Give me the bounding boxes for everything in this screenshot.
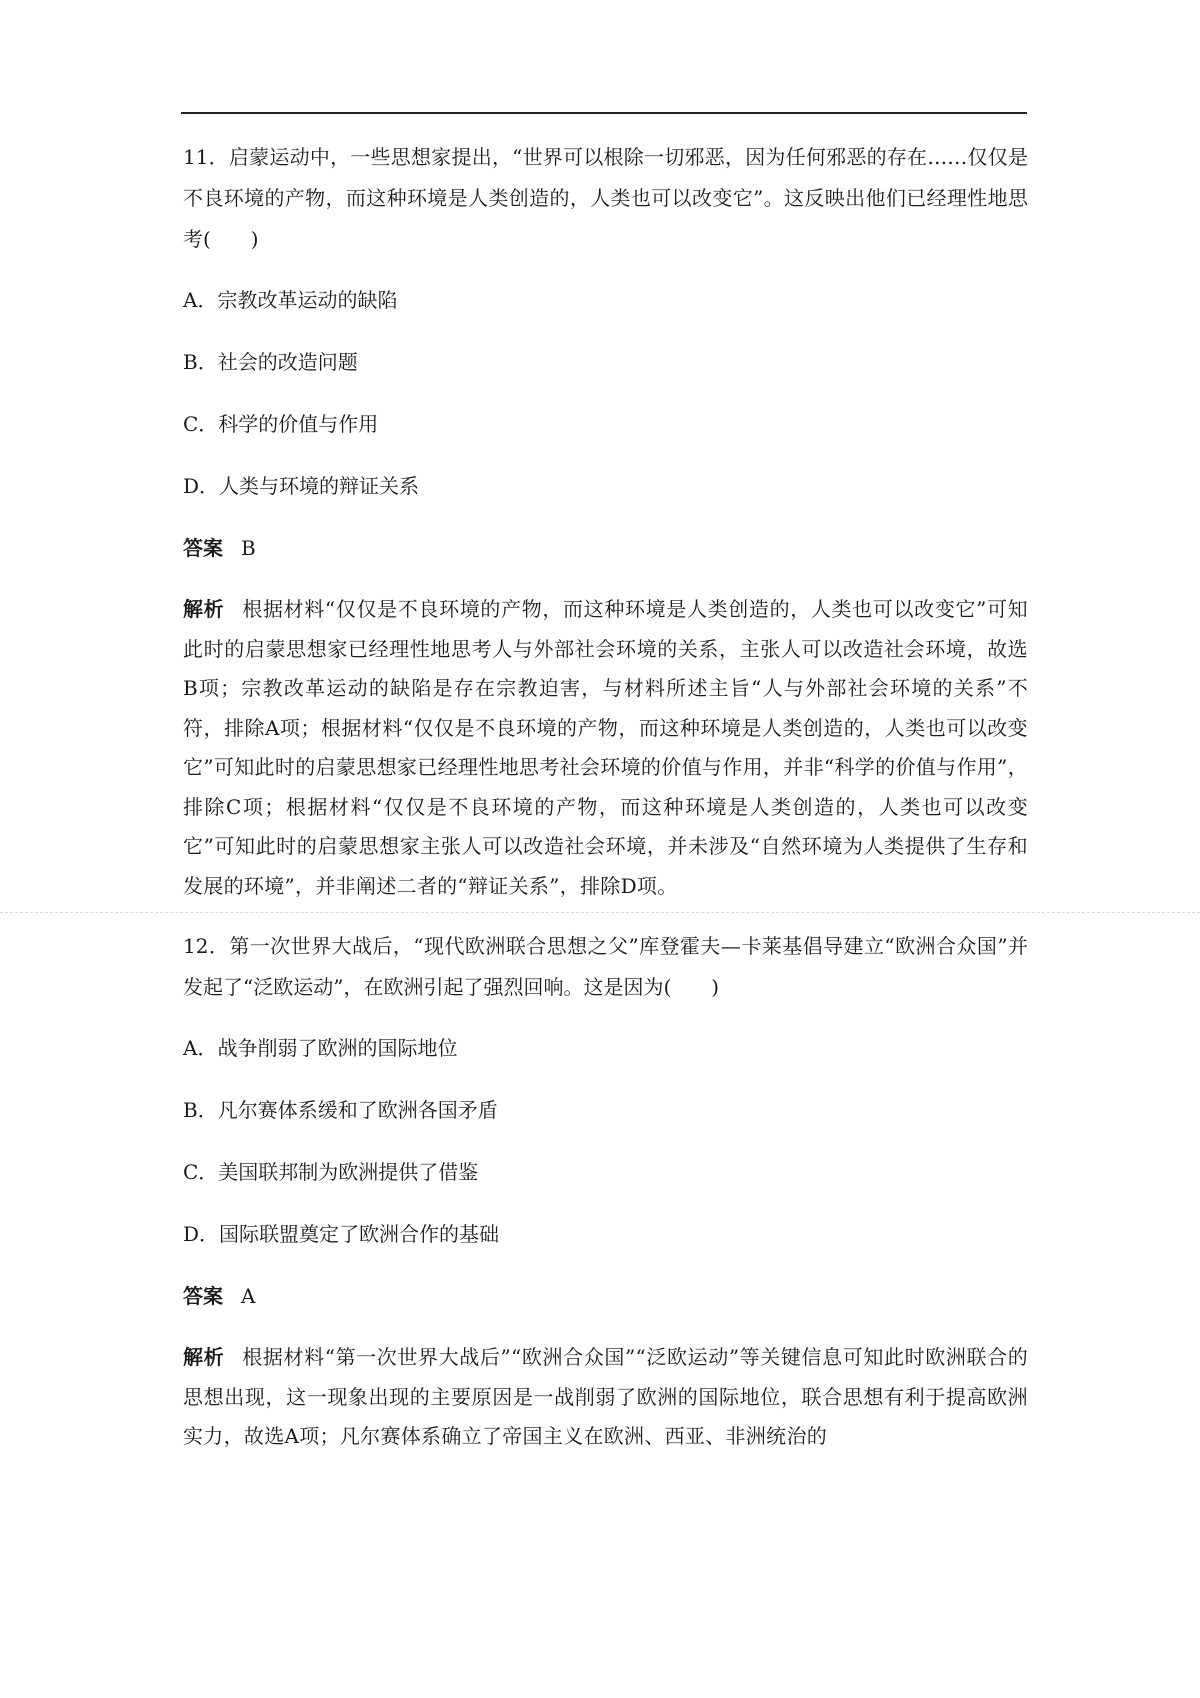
analysis-text: 根据材料“仅仅是不良环境的产物，而这种环境是人类创造的，人类也可以改变它”可知此时的启蒙思想家已经理性地思考人与外部社会环境的关系，主张人可以改造社会环境，故选B项；宗教改革运动的缺陷是存在宗教迫害，与材料所述主旨“人与外部社会环境的关系”不符，排除A项；根据材料“仅仅是不良环境的产物，而这种环境是人类创造的，人类也可以改变它”可知此时的启蒙思想家已经理性地思考社会环境的价值与作用，并非“科学的价值与作用”，排除C项；根据材料“仅仅是不良环境的产物，而这种环境是人类创造的，人类也可以改变它”可知此时的启蒙思想家主张人可以改造社会环境，并未涉及“自然环境为人类提供了生存和发展的环境”，并非阐述二者的“辩证关系”，排除D项。 <box>183 597 1028 898</box>
analysis-label: 解析 <box>183 1345 225 1369</box>
option-a: A．宗教改革运动的缺陷 <box>183 288 398 312</box>
answer-line <box>183 528 1028 569</box>
question-stem: 12．第一次世界大战后，“现代欧洲联合思想之父”库登霍夫—卡莱基倡导建立“欧洲合众国”并发起了“泛欧运动”，在欧洲引起了强烈回响。这是因为( ) <box>183 934 1028 999</box>
answer-label: 答案 <box>183 536 223 560</box>
option-c: C．科学的价值与作用 <box>183 412 379 436</box>
option-b: B．凡尔赛体系缓和了欧洲各国矛盾 <box>183 1098 498 1122</box>
document-body <box>183 137 1028 1477</box>
option-a: A．战争削弱了欧洲的国际地位 <box>183 1036 458 1060</box>
analysis-paragraph <box>183 1338 1028 1457</box>
option-c: C．美国联邦制为欧洲提供了借鉴 <box>183 1160 479 1184</box>
question-11 <box>183 137 1028 906</box>
answer-value: A <box>241 1284 256 1308</box>
answer-label: 答案 <box>183 1284 223 1308</box>
analysis-label: 解析 <box>183 597 225 621</box>
header-rule <box>181 112 1027 114</box>
option-d: D．国际联盟奠定了欧洲合作的基础 <box>183 1222 500 1246</box>
answer-value: B <box>241 536 256 560</box>
option-d: D．人类与环境的辩证关系 <box>183 474 420 498</box>
question-12 <box>183 926 1028 1457</box>
option-b: B．社会的改造问题 <box>183 350 358 374</box>
answer-line <box>183 1276 1028 1317</box>
analysis-paragraph <box>183 590 1028 906</box>
analysis-text: 根据材料“第一次世界大战后”“欧洲合众国”“泛欧运动”等关键信息可知此时欧洲联合的思想出现，这一现象出现的主要原因是一战削弱了欧洲的国际地位，联合思想有利于提高欧洲实力，故选A项；凡尔赛体系确立了帝国主义在欧洲、西亚、非洲统治的 <box>183 1345 1028 1448</box>
question-stem: 11．启蒙运动中，一些思想家提出，“世界可以根除一切邪恶，因为任何邪恶的存在……仅仅是不良环境的产物，而这种环境是人类创造的，人类也可以改变它”。这反映出他们已经理性地思考( ) <box>183 145 1028 251</box>
